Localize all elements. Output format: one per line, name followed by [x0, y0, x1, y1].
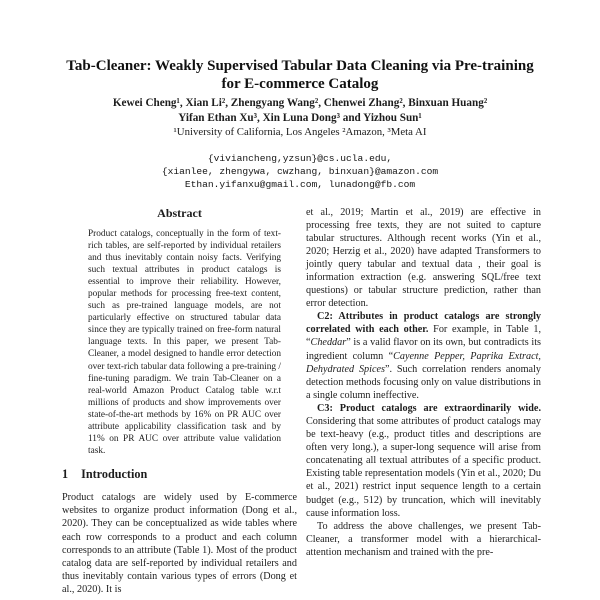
- c2-italic-1: Cheddar: [310, 337, 347, 349]
- two-column-body: [0, 206, 600, 597]
- left-column: [62, 206, 297, 597]
- abstract-text: Product catalogs, conceptually in the form of text-rich tables, are self-reported by individual retailers and thus inevitably contain noisy facts. Verifying such textual attributes in product catalogs is essential to improve their reliability. However, popular methods for processing free-text content, such as pre-trained language models, are not particularly effective on structured tabular data since they are typically trained on free-form natural language texts. In this paper, we present Tab-Cleaner, a model designed to handle error detection over text-rich tabular data following a pre-training / fine-tuning paradigm. We train Tab-Cleaner on a real-world Amazon Product Catalog table w.r.t millions of products and show improvements over state-of-the-art methods by 16% on PR AUC over attribute applicability classification task and by 11% on PR AUC over attribute value validation task.: [88, 228, 281, 457]
- c2-text-2: ” is a valid flavor on its own, but contradicts its ingredient column “: [306, 337, 541, 362]
- authors-line-1: Kewei Cheng¹, Xian Li², Zhengyang Wang², Chenwei Zhang², Binxuan Huang²: [112, 97, 488, 109]
- c2-text-1: For example, in Table 1, “: [306, 324, 541, 349]
- c2-lead: C2: Attributes in product catalogs are strongly correlated with each other.: [306, 311, 541, 336]
- title-line-1: Tab-Cleaner: Weakly Supervised Tabular Data Cleaning via Pre-training: [66, 58, 534, 74]
- challenge-c2-paragraph: [306, 310, 541, 402]
- c2-text-3: ”. Such correlation renders anomaly detection methods focusing only on value distributions in a single column ineffective.: [306, 363, 541, 401]
- c3-lead: C3: Product catalogs are extraordinarily wide.: [317, 402, 541, 414]
- challenge-c3-paragraph: [306, 402, 541, 520]
- section-label: Introduction: [81, 467, 148, 482]
- c2-italic-2: Cayenne Pepper, Paprika Extract, Dehydrated Spices: [306, 350, 541, 375]
- c3-text: Considering that some attributes of product catalogs may be text-heavy (e.g., product titles and descriptions are often very long.), a super-long sequence will arise from concatenating all textual attributes of a specific product. Existing table representation models (Yin et al., 2020; Du et al., 2021) restrict input sequence length to a certain budget (e.g., 512) by truncation, which will inevitably cause information loss.: [306, 416, 541, 519]
- affiliations-line: ¹University of California, Los Angeles ²Amazon, ³Meta AI: [173, 125, 427, 138]
- continuation-paragraph: et al., 2019; Martin et al., 2019) are effective in processing free texts, they are not suited to capture tabular structures. Although recent works (Yin et al., 2020; Herzig et al., 2020) have adapted Transformers to jointly query tabular and textual data , their goal is information extraction (e.g. answering SQL/free text questions) or tabular structure prediction, rather than error detection.: [306, 206, 541, 310]
- paper-header: [0, 0, 600, 191]
- email-block: [0, 152, 600, 191]
- abstract-heading: Abstract: [157, 205, 202, 220]
- title-line-2: for E-commerce Catalog: [221, 76, 379, 92]
- section-number: 1: [62, 467, 69, 482]
- section-heading-introduction: [62, 467, 297, 482]
- authors-line-2: Yifan Ethan Xu³, Xin Luna Dong³ and Yizhou Sun¹: [178, 111, 422, 124]
- email-line-2: {xianlee, zhengywa, cwzhang, binxuan}@amazon.com: [161, 165, 439, 177]
- paper-title: [0, 57, 600, 93]
- right-column: [306, 206, 541, 560]
- email-line-3: Ethan.yifanxu@gmail.com, lunadong@fb.com: [184, 178, 416, 190]
- intro-paragraph: Product catalogs are widely used by E-commerce websites to organize product information (Dong et al., 2020). They can be conceptualized as wide tables where each row corresponds to a product and each column corresponds to an attribute (Table 1). Most of the product catalog data are self-reported by individual retailers and thus inevitably contain various types of errors (Dong et al., 2020). It is: [62, 492, 297, 595]
- closing-paragraph: To address the above challenges, we present Tab-Cleaner, a transformer model with a hierarchical-attention mechanism and trained with the pre-: [306, 520, 541, 558]
- email-line-1: {viviancheng,yzsun}@cs.ucla.edu,: [207, 152, 393, 164]
